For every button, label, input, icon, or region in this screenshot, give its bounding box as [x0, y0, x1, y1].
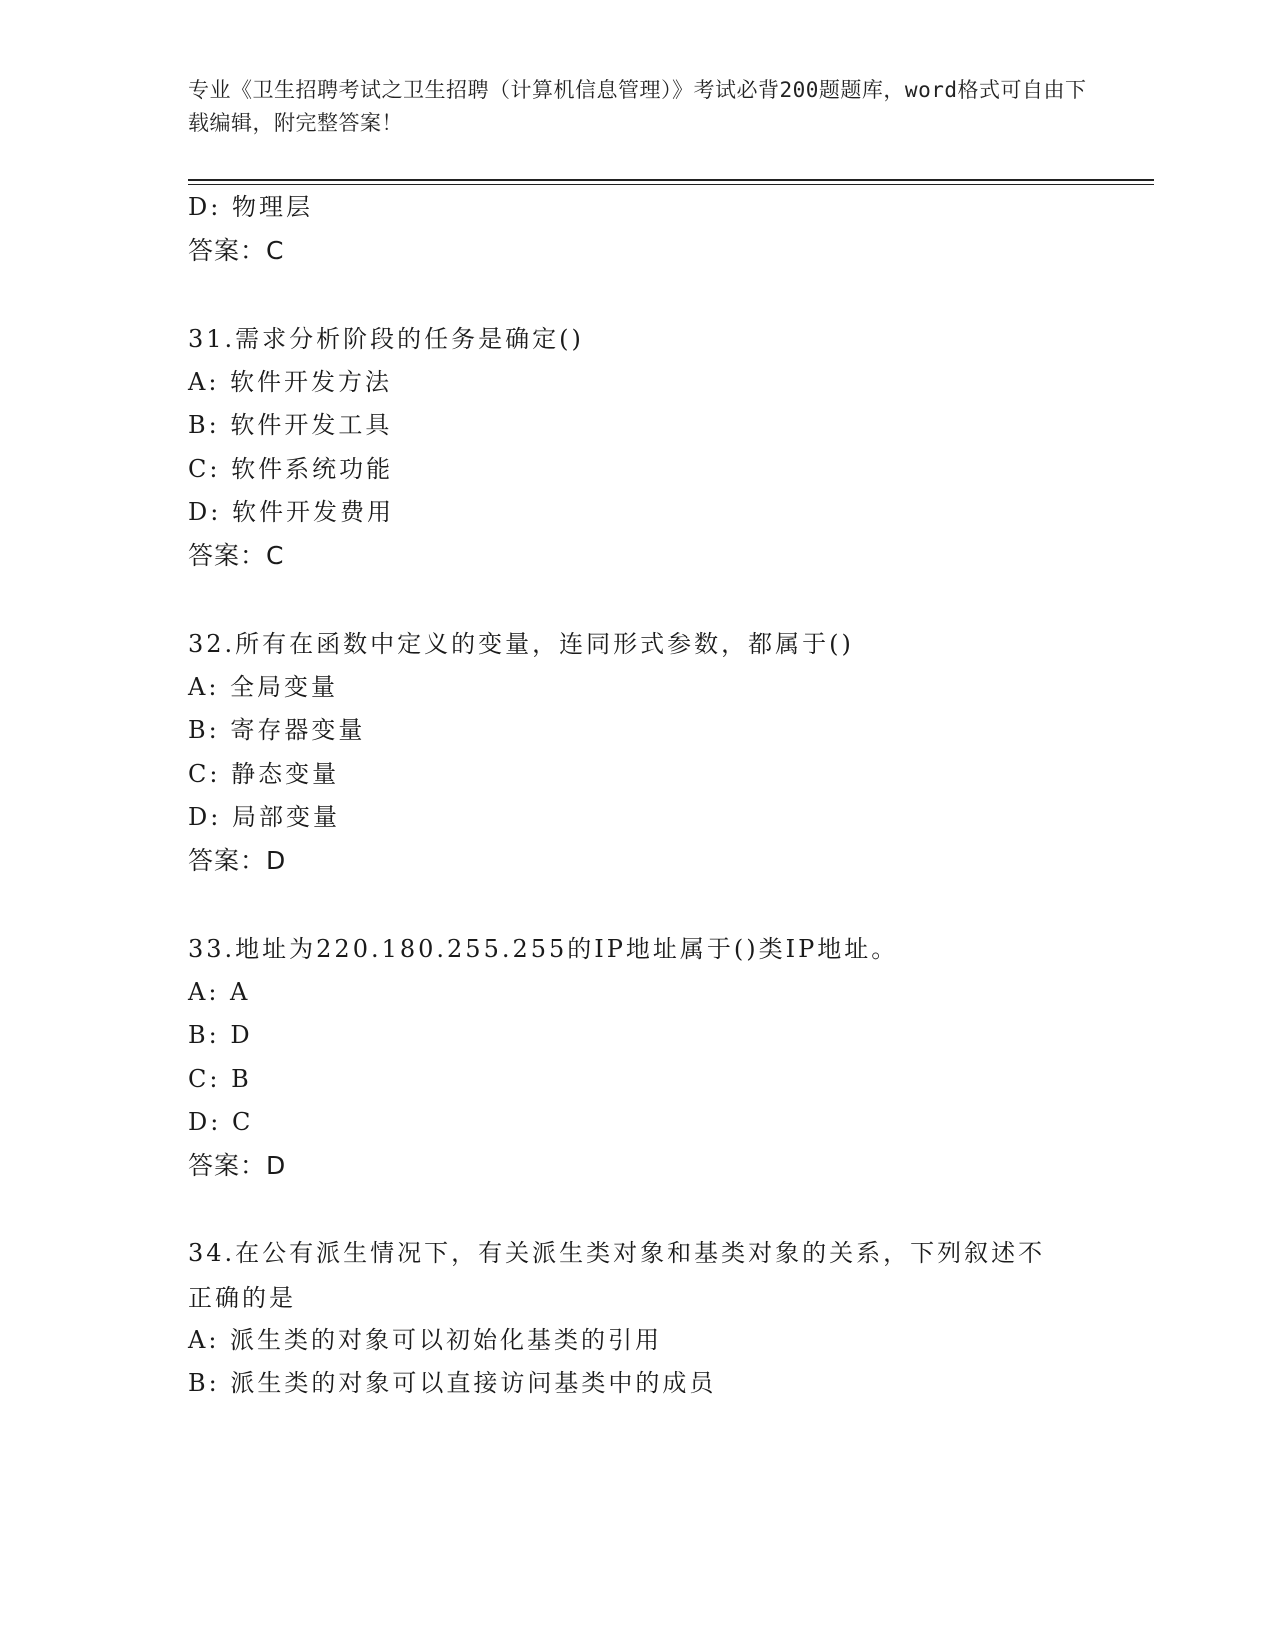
question-31-option-d: D: 软件开发费用	[188, 498, 394, 526]
answer-carryover: 答案：C	[188, 236, 285, 265]
question-33-option-b: B: D	[188, 1021, 253, 1049]
question-31-answer: 答案：C	[188, 541, 285, 570]
question-33-stem: 33.地址为220.180.255.255的IP地址属于()类IP地址。	[188, 935, 899, 963]
header-divider	[188, 179, 1154, 181]
question-32-option-d: D: 局部变量	[188, 803, 340, 831]
question-34-option-b: B: 派生类的对象可以直接访问基类中的成员	[188, 1369, 717, 1397]
option-d-carryover: D: 物理层	[188, 193, 313, 221]
question-31-option-a: A: 软件开发方法	[188, 368, 393, 396]
question-33-option-c: C: B	[188, 1065, 252, 1093]
question-34-option-a: A: 派生类的对象可以初始化基类的引用	[188, 1326, 663, 1354]
question-33-answer: 答案：D	[188, 1151, 287, 1180]
question-34-stem: 34.在公有派生情况下，有关派生类对象和基类对象的关系，下列叙述不正确的是	[188, 1239, 1046, 1312]
document-header: 专业《卫生招聘考试之卫生招聘（计算机信息管理）》考试必背200题题库，word格式可自由下载编辑，附完整答案！	[188, 78, 1087, 135]
header-divider-thin	[188, 184, 1154, 185]
question-33-option-a: A: A	[188, 978, 251, 1006]
question-32-option-a: A: 全局变量	[188, 673, 339, 701]
question-32-stem: 32.所有在函数中定义的变量，连同形式参数，都属于()	[188, 630, 854, 658]
question-31-stem: 31.需求分析阶段的任务是确定()	[188, 325, 584, 353]
question-32-option-b: B: 寄存器变量	[188, 716, 366, 744]
question-32-option-c: C: 静态变量	[188, 760, 340, 788]
question-31-option-b: B: 软件开发工具	[188, 411, 393, 439]
question-33-option-d: D: C	[188, 1108, 254, 1136]
question-31-option-c: C: 软件系统功能	[188, 455, 394, 483]
question-32-answer: 答案：D	[188, 846, 287, 875]
